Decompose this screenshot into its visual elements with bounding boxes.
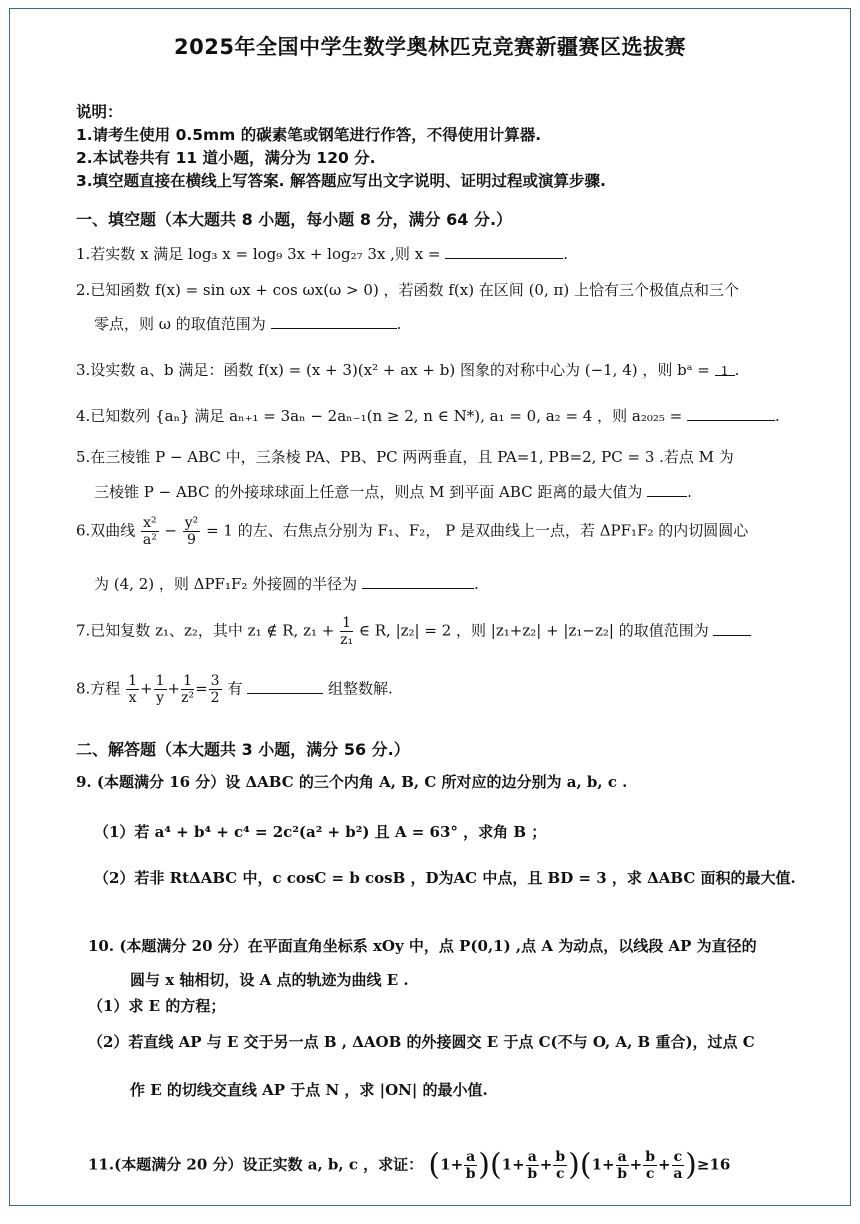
q4-answer-blank[interactable] bbox=[687, 405, 775, 421]
q11-one2: 1+ bbox=[501, 1155, 525, 1174]
q8-answer-blank[interactable] bbox=[247, 678, 323, 694]
q11-frac-ab3 bbox=[616, 1149, 629, 1182]
q11-c3: c bbox=[673, 1149, 683, 1165]
question-10-part2: （2）若直线 AP 与 E 交于另一点 B , ΔAOB 的外接圆交 E 于点 C(不与 O, A, B 重合)，过点 C bbox=[88, 1033, 755, 1051]
q4-post: . bbox=[775, 407, 780, 425]
question-6-line2 bbox=[94, 573, 820, 595]
q11-frac-ca bbox=[672, 1149, 685, 1182]
exam-page bbox=[9, 8, 851, 1206]
q11-plus1: + bbox=[539, 1155, 553, 1174]
question-6-line1 bbox=[76, 515, 820, 548]
q7-num: 1 bbox=[340, 615, 353, 632]
question-7 bbox=[76, 615, 820, 648]
q2-answer-blank[interactable] bbox=[271, 313, 397, 329]
question-10-part2b: 作 E 的切线交直线 AP 于点 N ，求 |ON| 的最小值. bbox=[130, 1081, 488, 1099]
question-2-line1: 2.已知函数 f(x) = sin ωx + cos ωx(ω > 0) ，若函数 f(x) 在区间 (0, π) 上恰有三个极值点和三个 bbox=[76, 281, 739, 299]
q11-b5: b bbox=[645, 1149, 656, 1165]
q1-post: . bbox=[563, 245, 569, 263]
q11-c2: c bbox=[645, 1166, 655, 1182]
question-10-line2: 圆与 x 轴相切，设 A 点的轨迹为曲线 E . bbox=[130, 971, 409, 989]
q6-pre: 6.双曲线 bbox=[76, 521, 136, 540]
q11-frac-ab bbox=[464, 1149, 477, 1182]
q11-one3: 1+ bbox=[591, 1155, 615, 1174]
q11-frac-ab2 bbox=[526, 1149, 539, 1182]
q11-lparen3: ( bbox=[579, 1147, 592, 1183]
q11-pre: 11.(本题满分 20 分）设正实数 a, b, c ，求证： bbox=[88, 1155, 424, 1174]
q8-d2: y bbox=[156, 690, 165, 706]
q8-plus1: + bbox=[140, 679, 153, 698]
q6-num2: y² bbox=[184, 515, 199, 531]
question-4 bbox=[76, 405, 820, 427]
q2-post: . bbox=[396, 315, 402, 333]
question-10-part1: （1）求 E 的方程； bbox=[88, 997, 226, 1015]
q8-frac3 bbox=[181, 673, 194, 706]
q6-post: . bbox=[473, 575, 479, 593]
q3-answer: 1 bbox=[715, 360, 735, 376]
q7-answer-blank[interactable] bbox=[713, 620, 751, 636]
q3-text: 3.设实数 a、b 满足：函数 f(x) = (x + 3)(x² + ax + b) 图象的对称中心为 (−1, 4) ，则 bᵃ = bbox=[76, 361, 710, 379]
q5-answer-blank[interactable] bbox=[647, 481, 687, 497]
question-1 bbox=[76, 243, 820, 265]
q6-num1: x² bbox=[143, 515, 157, 531]
q6-fraction-x bbox=[141, 515, 159, 548]
q7-pre: 7.已知复数 z₁、z₂，其中 z₁ ∉ R, z₁ + bbox=[76, 621, 335, 640]
q6-answer-blank[interactable] bbox=[362, 573, 474, 589]
q11-lparen2: ( bbox=[489, 1147, 502, 1183]
q8-d4: 2 bbox=[210, 690, 220, 706]
q8-d1: x bbox=[128, 690, 137, 706]
q11-b2: b bbox=[527, 1166, 538, 1182]
exam-title: 2025年全国中学生数学奥林匹克竞赛新疆赛区选拔赛 bbox=[174, 35, 686, 59]
q2-text: 零点，则 ω 的取值范围为 bbox=[94, 315, 266, 333]
q11-plus3: + bbox=[658, 1155, 671, 1174]
q7-den: z₁ bbox=[340, 632, 354, 648]
q1-answer-blank[interactable] bbox=[445, 243, 563, 259]
q6-minus: − bbox=[164, 521, 177, 540]
q11-a4: a bbox=[673, 1166, 683, 1182]
q7-post: ∈ R, |z₂| = 2 ，则 |z₁+z₂| + |z₁−z₂| 的取值范围为 bbox=[358, 621, 709, 640]
q8-n3: 1 bbox=[181, 673, 194, 690]
q11-a3: a bbox=[617, 1149, 627, 1165]
q8-n1: 1 bbox=[128, 673, 138, 689]
q11-b4: b bbox=[617, 1166, 628, 1182]
q11-c: c bbox=[555, 1166, 565, 1182]
q1-text: 1.若实数 x 满足 log₃ x = log₉ 3x + log₂₇ 3x ,则 x = bbox=[76, 245, 441, 263]
q6-den1: a² bbox=[142, 532, 157, 548]
q11-frac-bc bbox=[553, 1149, 567, 1182]
q11-rparen2: ) bbox=[568, 1147, 580, 1183]
q11-b3: b bbox=[555, 1149, 566, 1165]
section1-heading: 一、填空题（本大题共 8 小题，每小题 8 分，满分 64 分.） bbox=[76, 210, 513, 229]
q6-text: 为 (4, 2) ，则 ΔPF₁F₂ 外接圆的半径为 bbox=[94, 575, 358, 593]
q8-tail: 组整数解. bbox=[327, 679, 393, 698]
instructions-heading: 说明： bbox=[76, 103, 123, 121]
instruction-item-3: 3.填空题直接在横线上写答案. 解答题应写出文字说明、证明过程或演算步骤. bbox=[76, 172, 606, 190]
q5-post: . bbox=[687, 483, 692, 501]
q8-n2: 1 bbox=[155, 673, 165, 689]
q8-post: 有 bbox=[227, 679, 243, 698]
q8-n4: 3 bbox=[210, 673, 220, 689]
q8-frac1 bbox=[126, 673, 139, 706]
q11-rparen1: ) bbox=[478, 1147, 490, 1183]
q5-text: 三棱锥 P − ABC 的外接球球面上任意一点，则点 M 到平面 ABC 距离的最大值为 bbox=[94, 483, 643, 501]
q11-rparen3: ) bbox=[685, 1147, 697, 1183]
q4-text: 4.已知数列 {aₙ} 满足 aₙ₊₁ = 3aₙ − 2aₙ₋₁(n ≥ 2, n ∈ N*), a₁ = 0, a₂ = 4 ，则 a₂₀₂₅ = bbox=[76, 407, 683, 425]
q6-mid: = 1 的左、右焦点分别为 F₁、F₂， P 是双曲线上一点，若 ΔPF₁F₂ 的内切圆圆心 bbox=[206, 521, 749, 540]
instruction-item-1: 1.请考生使用 0.5mm 的碳素笔或钢笔进行作答，不得使用计算器. bbox=[76, 126, 542, 144]
q6-den2: 9 bbox=[187, 532, 196, 548]
q11-lparen1: ( bbox=[428, 1147, 441, 1183]
question-9-part1: （1）若 a⁴ + b⁴ + c⁴ = 2c²(a² + b²) 且 A = 63° ，求角 B ； bbox=[94, 823, 547, 841]
q11-inequality: ≥16 bbox=[696, 1155, 731, 1174]
question-3 bbox=[76, 359, 820, 381]
q11-one1: 1+ bbox=[440, 1155, 464, 1174]
q11-b: b bbox=[465, 1166, 476, 1182]
question-9-intro: 9. (本题满分 16 分）设 ΔABC 的三个内角 A, B, C 所对应的边分别为 a, b, c . bbox=[76, 773, 628, 791]
q8-eq: = bbox=[195, 679, 208, 698]
q11-a: a bbox=[466, 1149, 476, 1165]
question-2-line2 bbox=[94, 313, 820, 335]
question-9-part2: （2）若非 RtΔABC 中，c cosC = b cosB ，D为AC 中点，且 BD = 3 ，求 ΔABC 面积的最大值. bbox=[94, 869, 796, 887]
q8-frac2 bbox=[154, 673, 167, 706]
instruction-item-2: 2.本试卷共有 11 道小题，满分为 120 分. bbox=[76, 149, 376, 167]
q11-plus2: + bbox=[629, 1155, 643, 1174]
q8-pre: 8.方程 bbox=[76, 679, 121, 698]
question-5-line1: 5.在三棱锥 P − ABC 中，三条棱 PA、PB、PC 两两垂直，且 PA=1, PB=2, PC = 3 .若点 M 为 bbox=[76, 448, 734, 466]
section2-heading: 二、解答题（本大题共 3 小题，满分 56 分.） bbox=[76, 740, 410, 759]
q7-fraction bbox=[340, 615, 353, 648]
question-5-line2 bbox=[94, 481, 820, 503]
q11-a2: a bbox=[527, 1149, 537, 1165]
question-11 bbox=[88, 1149, 820, 1182]
question-8 bbox=[76, 673, 820, 706]
q3-post: . bbox=[734, 361, 740, 379]
q11-frac-bc2 bbox=[643, 1149, 657, 1182]
q8-d3: z² bbox=[181, 690, 195, 706]
q6-fraction-y bbox=[183, 515, 201, 548]
q8-frac4 bbox=[209, 673, 222, 706]
question-10-line1: 10. (本题满分 20 分）在平面直角坐标系 xOy 中，点 P(0,1) ,点 A 为动点，以线段 AP 为直径的 bbox=[88, 937, 757, 955]
q8-plus2: + bbox=[167, 679, 181, 698]
